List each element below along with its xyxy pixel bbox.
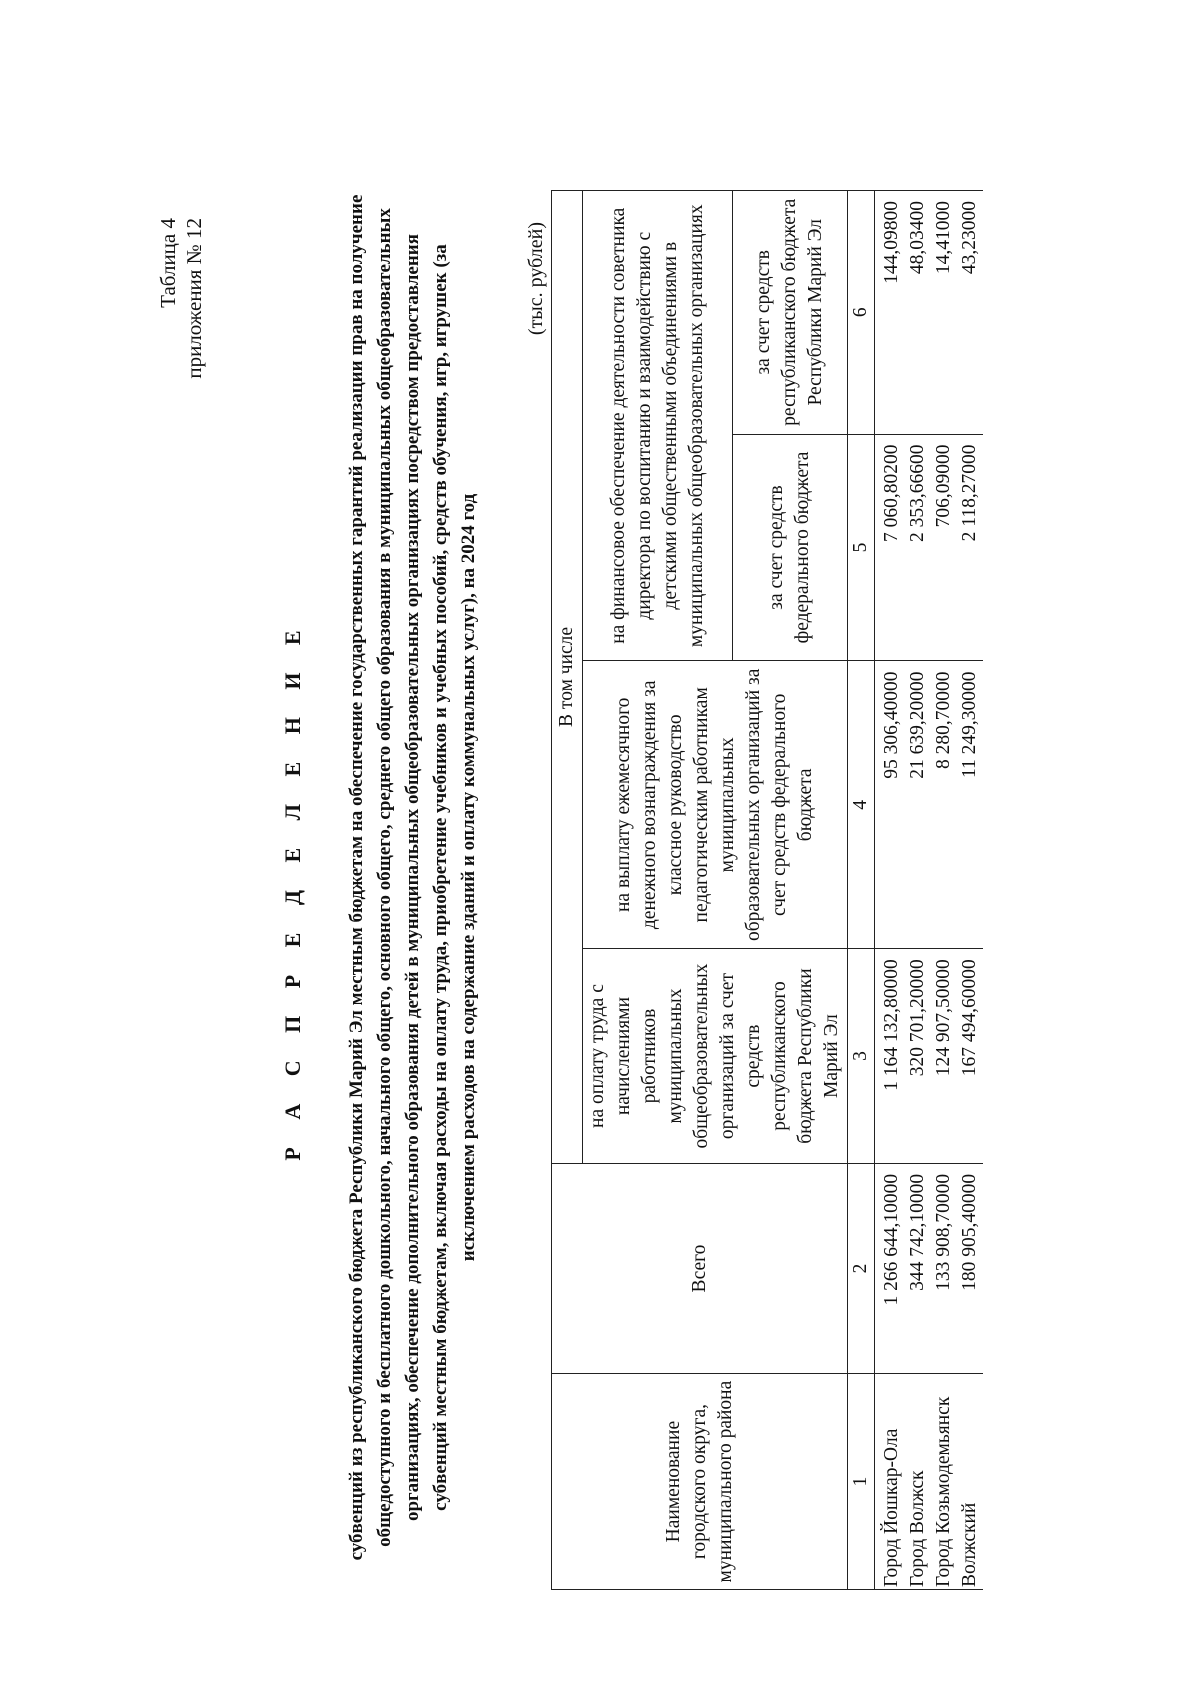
row-col4: 8 280,70000 bbox=[931, 661, 957, 949]
rotated-page bbox=[155, 190, 1035, 1590]
row-col3: 167 494,60000 bbox=[957, 949, 983, 1164]
appendix-number: приложения № 12 bbox=[182, 218, 206, 379]
row-col6: 48,03400 bbox=[905, 191, 931, 435]
row-col3: 1 164 132,80000 bbox=[875, 949, 906, 1164]
row-total: 180 905,40000 bbox=[957, 1163, 983, 1373]
row-col4: 95 306,40000 bbox=[875, 661, 906, 949]
row-col3: 124 907,50000 bbox=[931, 949, 957, 1164]
column-number: 4 bbox=[848, 661, 875, 949]
document-subtitle: субвенций из республиканского бюджета Республики Марий Эл местным бюджетам на обеспечение государственных гарантий реализации прав на получение общедоступного и бесплатного дошкольного, начального общего, основного общего, среднего общего образования в муниципальных общеобразовательных организациях, обеспечение дополнительного образования детей в муниципальных общеобразовательных организациях посредством предоставления субвенций местным бюджетам, включая расходы на оплату труда, приобретение учебников и учебных пособий, средств обучения, игр, игрушек (за исключением расходов на содержание зданий и оплату коммунальных услуг), на 2024 год bbox=[346, 194, 479, 1561]
row-col6: 144,09800 bbox=[875, 191, 906, 435]
column-number: 2 bbox=[848, 1163, 875, 1373]
row-col3: 320 701,20000 bbox=[905, 949, 931, 1164]
column-number: 1 bbox=[848, 1374, 875, 1590]
row-total: 344 742,10000 bbox=[905, 1163, 931, 1373]
header-name: Наименование городского округа, муниципального района bbox=[552, 1374, 848, 1590]
table-number: Таблица 4 bbox=[156, 218, 180, 308]
row-name: Город Йошкар-Ола bbox=[875, 1374, 906, 1590]
header-col4: на выплату ежемесячного денежного вознаграждения за классное руководство педагогическим работникам муниципальных образовательных организаций за счет средств федерального бюджета bbox=[583, 661, 848, 949]
column-number: 6 bbox=[848, 191, 875, 435]
row-col5: 7 060,80200 bbox=[875, 434, 906, 661]
row-col6: 43,23000 bbox=[957, 191, 983, 435]
document-title: Р А С П Р Е Д Е Л Е Н И Е bbox=[280, 619, 305, 1161]
row-col6: 14,41000 bbox=[931, 191, 957, 435]
row-total: 1 266 644,10000 bbox=[875, 1163, 906, 1373]
header-including: В том числе bbox=[552, 191, 583, 1164]
row-col4: 11 249,30000 bbox=[957, 661, 983, 949]
units-label: (тыс. рублей) bbox=[525, 222, 547, 336]
header-col56-group: на финансовое обеспечение деятельности советника директора по воспитанию и взаимодействию с детскими общественными объединениями в муниципальных общеобразовательных организациях bbox=[583, 191, 733, 661]
header-col3: на оплату труда с начислениями работников муниципальных общеобразовательных организаций за счет средств республиканского бюджета Республики Марий Эл bbox=[583, 949, 848, 1164]
row-name: Город Козьмодемьянск bbox=[931, 1374, 957, 1590]
row-col5: 2 353,66600 bbox=[905, 434, 931, 661]
table-row bbox=[957, 191, 983, 1590]
row-col5: 2 118,27000 bbox=[957, 434, 983, 661]
row-name: Волжский bbox=[957, 1374, 983, 1590]
table-row bbox=[905, 191, 931, 1590]
table-reference-note bbox=[155, 218, 207, 379]
distribution-table bbox=[551, 190, 983, 1590]
column-number: 5 bbox=[848, 434, 875, 661]
header-total: Всего bbox=[552, 1163, 848, 1373]
row-col5: 706,09000 bbox=[931, 434, 957, 661]
row-name: Город Волжск bbox=[905, 1374, 931, 1590]
row-col4: 21 639,20000 bbox=[905, 661, 931, 949]
header-col6: за счет средств республиканского бюджета Республики Марий Эл bbox=[733, 191, 848, 435]
row-total: 133 908,70000 bbox=[931, 1163, 957, 1373]
column-number: 3 bbox=[848, 949, 875, 1164]
header-col5: за счет средств федерального бюджета bbox=[733, 434, 848, 661]
table-row bbox=[875, 191, 906, 1590]
table-row bbox=[931, 191, 957, 1590]
